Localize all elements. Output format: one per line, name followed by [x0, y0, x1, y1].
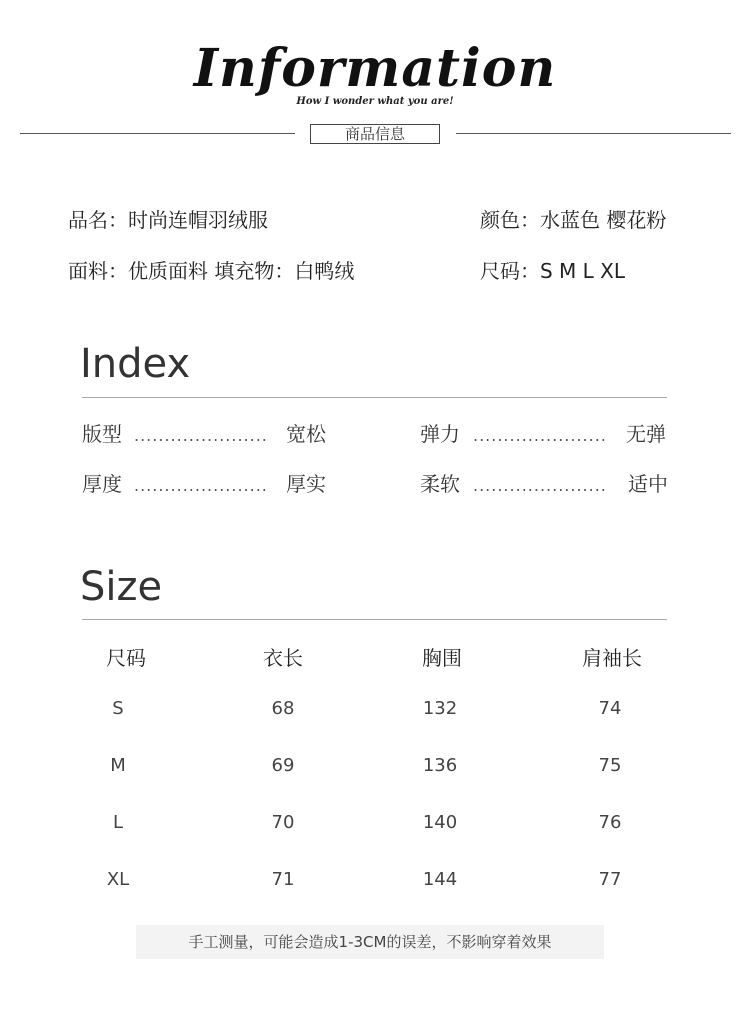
product-name: 品名：时尚连帽羽绒服 [68, 208, 268, 232]
table-cell: 68 [271, 698, 295, 719]
index-divider [82, 397, 667, 398]
header-divider-right [456, 133, 731, 134]
index-value-thickness: 厚实 [286, 472, 326, 496]
table-cell: 71 [271, 869, 295, 890]
product-color: 颜色：水蓝色 樱花粉 [480, 208, 667, 232]
header-divider-left [20, 133, 295, 134]
table-cell: 132 [422, 698, 458, 719]
index-heading: Index [80, 341, 191, 387]
table-cell: 70 [271, 812, 295, 833]
table-cell: S [112, 698, 124, 719]
index-dots-elasticity: ...................... [473, 426, 607, 445]
table-cell: 136 [422, 755, 458, 776]
index-label-fit: 版型 [82, 422, 122, 446]
table-cell: L [112, 812, 124, 833]
product-fabric: 面料：优质面料 填充物：白鸭绒 [68, 259, 355, 283]
table-cell: M [110, 755, 126, 776]
section-tag: 商品信息 [310, 124, 440, 144]
measurement-note: 手工测量，可能会造成1-3CM的误差，不影响穿着效果 [188, 933, 552, 951]
size-divider [82, 619, 667, 620]
index-value-softness: 适中 [628, 472, 668, 496]
index-label-thickness: 厚度 [82, 472, 122, 496]
index-label-elasticity: 弹力 [420, 422, 460, 446]
table-cell: 144 [422, 869, 458, 890]
table-cell: XL [106, 869, 130, 890]
page-subtitle: How I wonder what you are! [296, 96, 454, 107]
page-title: Information [193, 38, 557, 99]
table-cell: 69 [271, 755, 295, 776]
product-size: 尺码：S M L XL [480, 259, 626, 283]
index-dots-softness: ...................... [473, 476, 607, 495]
table-header-sleeve: 肩袖长 [582, 646, 642, 670]
table-cell: 77 [598, 869, 622, 890]
table-cell: 140 [422, 812, 458, 833]
table-cell: 75 [598, 755, 622, 776]
index-dots-thickness: ...................... [134, 476, 268, 495]
table-cell: 76 [598, 812, 622, 833]
table-header-size: 尺码 [106, 646, 146, 670]
table-header-length: 衣长 [263, 646, 303, 670]
index-value-fit: 宽松 [286, 422, 326, 446]
table-cell: 74 [598, 698, 622, 719]
size-heading: Size [80, 564, 163, 610]
table-header-chest: 胸围 [422, 646, 462, 670]
index-dots-fit: ...................... [134, 426, 268, 445]
index-label-softness: 柔软 [420, 472, 460, 496]
index-value-elasticity: 无弹 [626, 422, 666, 446]
